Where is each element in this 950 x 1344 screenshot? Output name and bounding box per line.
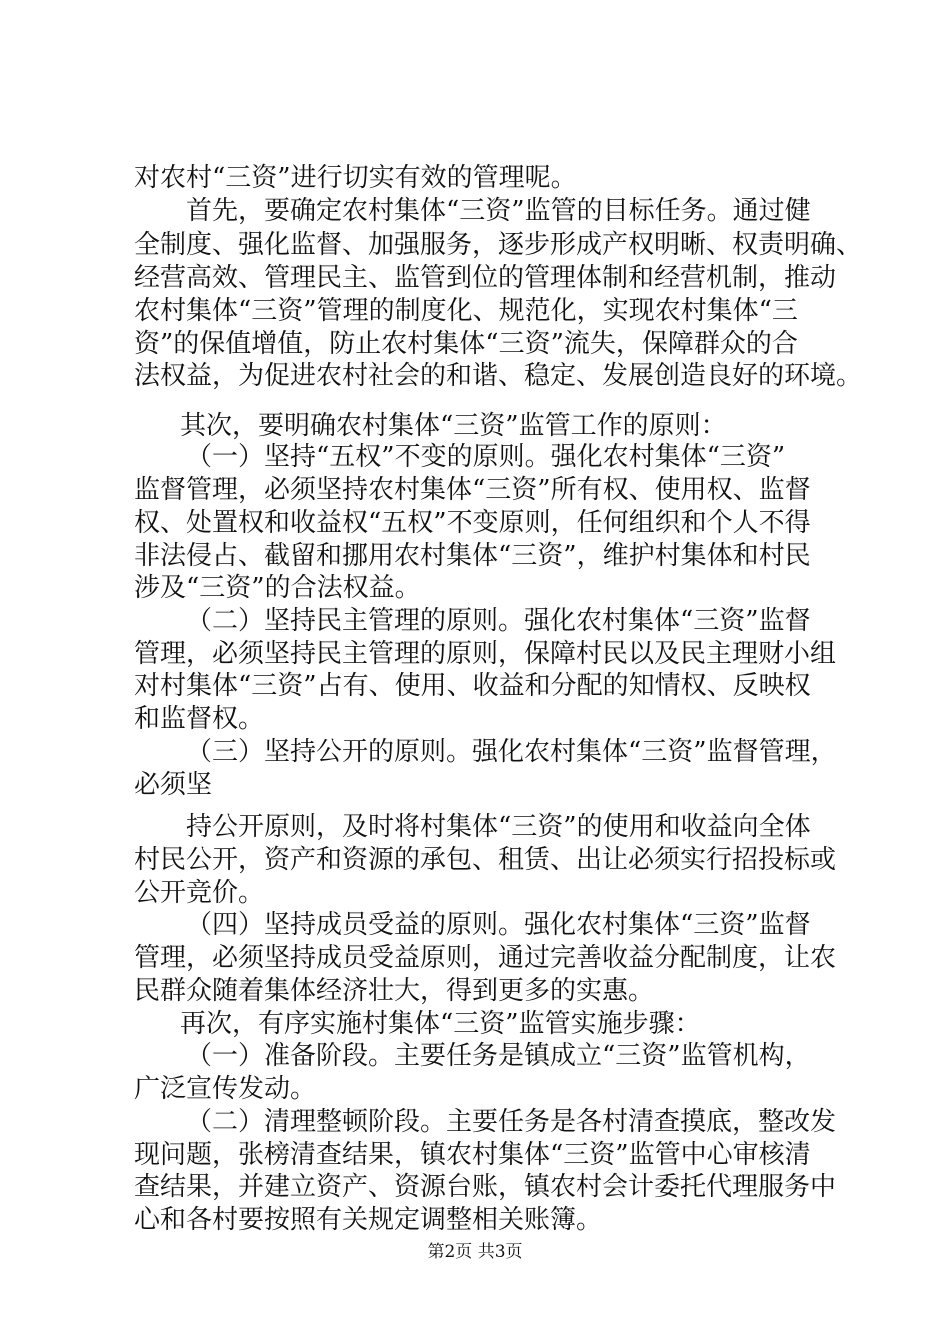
text-line: 管理，必须坚持成员受益原则，通过完善收益分配制度，让农 <box>134 943 837 973</box>
text-line: 经营高效、管理民主、监管到位的管理体制和经营机制，推动 <box>134 263 837 293</box>
text-line: 广泛宣传发动。 <box>134 1074 317 1104</box>
text-line: 和监督权。 <box>134 704 265 734</box>
text-line: 权、处置权和收益权“五权”不变原则，任何组织和个人不得 <box>134 508 811 538</box>
text-line: （一）坚持“五权”不变的原则。强化农村集体“三资” <box>186 442 786 472</box>
text-line: 村民公开，资产和资源的承包、租赁、出让必须实行招投标或 <box>134 845 837 875</box>
text-line: 首先，要确定农村集体“三资”监管的目标任务。通过健 <box>186 196 811 226</box>
text-line: 法权益，为促进农村社会的和谐、稳定、发展创造良好的环境。 <box>134 361 863 391</box>
text-line: 监督管理，必须坚持农村集体“三资”所有权、使用权、监督 <box>134 475 811 505</box>
text-line: 对农村“三资”进行切实有效的管理呢。 <box>134 163 577 193</box>
text-line: 民群众随着集体经济壮大，得到更多的实惠。 <box>134 976 655 1006</box>
text-line: 非法侵占、截留和挪用农村集体“三资”，维护村集体和村民 <box>134 541 811 571</box>
text-line: （一）准备阶段。主要任务是镇成立“三资”监管机构， <box>186 1041 811 1071</box>
text-line: 管理，必须坚持民主管理的原则，保障村民以及民主理财小组 <box>134 639 837 669</box>
text-line: 必须坚 <box>134 770 213 800</box>
text-line: 现问题，张榜清查结果，镇农村集体“三资”监管中心审核清 <box>134 1140 811 1170</box>
text-line: （三）坚持公开的原则。强化农村集体“三资”监督管理， <box>186 737 837 767</box>
text-line: （四）坚持成员受益的原则。强化农村集体“三资”监督 <box>186 910 811 940</box>
text-line: 全制度、强化监督、加强服务，逐步形成产权明晰、权责明确、 <box>134 230 863 260</box>
text-line: 心和各村要按照有关规定调整相关账簿。 <box>134 1205 603 1235</box>
page-footer <box>0 1240 950 1264</box>
text-line: 持公开原则，及时将村集体“三资”的使用和收益向全体 <box>186 812 811 842</box>
text-line: 再次，有序实施村集体“三资”监管实施步骤： <box>180 1009 701 1039</box>
text-line: 公开竞价。 <box>134 878 265 908</box>
text-line: 对村集体“三资”占有、使用、收益和分配的知情权、反映权 <box>134 671 811 701</box>
text-line: 其次，要明确农村集体“三资”监管工作的原则： <box>180 411 727 441</box>
text-line: 农村集体“三资”管理的制度化、规范化，实现农村集体“三 <box>134 296 798 326</box>
page-number-label: 第2页 共3页 <box>427 1242 523 1262</box>
text-line: （二）坚持民主管理的原则。强化农村集体“三资”监督 <box>186 606 811 636</box>
text-line: 查结果，并建立资产、资源台账，镇农村会计委托代理服务中 <box>134 1172 837 1202</box>
text-line: 资”的保值增值，防止农村集体“三资”流失，保障群众的合 <box>134 329 798 359</box>
text-line: （二）清理整顿阶段。主要任务是各村清查摸底，整改发 <box>186 1107 837 1137</box>
text-line: 涉及“三资”的合法权益。 <box>134 573 421 603</box>
